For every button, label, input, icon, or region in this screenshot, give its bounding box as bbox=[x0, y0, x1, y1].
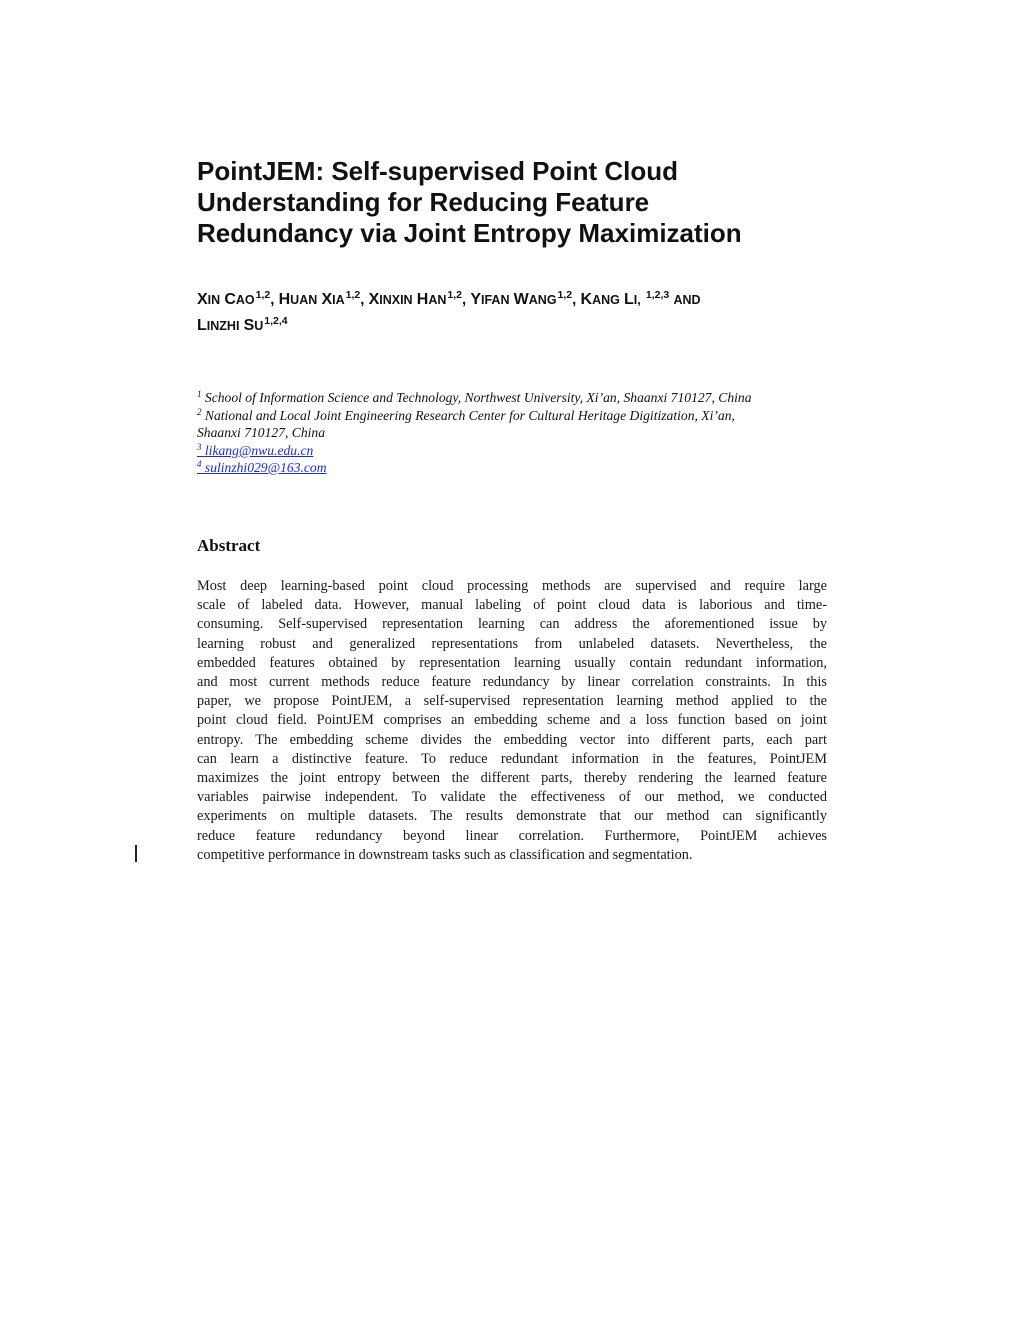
abstract-line: paper, we propose PointJEM, a self-supervised representation learning method applied to the bbox=[197, 693, 827, 710]
email-link[interactable]: $^3$ likang@nwu.edu.cn bbox=[197, 441, 314, 458]
author-name: XIN CAO$^{1,2}$, bbox=[197, 289, 275, 308]
paper-title bbox=[197, 156, 837, 249]
abstract-line: reduce feature redundancy beyond linear correlation. Furthermore, PointJEM achieves bbox=[197, 827, 827, 844]
author-name: YIFAN WANG$^{1,2}$, bbox=[470, 289, 577, 308]
abstract-line: competitive performance in downstream tasks such as classification and segmentation. bbox=[197, 846, 693, 863]
revision-bar bbox=[135, 845, 137, 862]
title-line: Understanding for Reducing Feature bbox=[197, 187, 650, 217]
abstract-line: experiments on multiple datasets. The results demonstrate that our method can significantly bbox=[197, 808, 827, 825]
abstract-line: maximizes the joint entropy between the different parts, thereby rendering the learned feature bbox=[197, 770, 827, 787]
author-line bbox=[197, 313, 837, 339]
title-line: Redundancy via Joint Entropy Maximization bbox=[197, 218, 742, 248]
abstract-heading: Abstract bbox=[197, 536, 261, 555]
author-name: KANG LI, $^{1,2,3}$ bbox=[580, 289, 670, 308]
author-name: LINZHI SU$^{1,2,4}$ bbox=[197, 315, 288, 334]
affiliation-mark: 1,2 bbox=[345, 289, 361, 301]
title-line: PointJEM: Self-supervised Point Cloud bbox=[197, 156, 679, 186]
author-conjunction: AND bbox=[673, 293, 701, 307]
author-line bbox=[197, 287, 837, 313]
author-name: XINXIN HAN$^{1,2}$, bbox=[368, 289, 467, 308]
abstract-line: and most current methods reduce feature redundancy by linear correlation constraints. In this bbox=[197, 674, 827, 691]
abstract-line: consuming. Self-supervised representation learning can address the aforementioned issue by bbox=[197, 616, 827, 633]
affiliation-mark: 1,2,4 bbox=[264, 315, 288, 327]
author-name: HUAN XIA$^{1,2}$, bbox=[278, 289, 365, 308]
abstract-line: point cloud field. PointJEM comprises an embedding scheme and a loss function based on joint bbox=[197, 712, 827, 729]
affiliation-line: Shaanxi 710127, China bbox=[197, 425, 326, 440]
abstract-line: can learn a distinctive feature. To reduce redundant information in the features, PointJEM bbox=[197, 750, 827, 767]
abstract-line: variables pairwise independent. To validate the effectiveness of our method, we conducted bbox=[197, 789, 827, 806]
author-list bbox=[197, 287, 837, 339]
affiliation-line: $^1$ School of Information Science and Technology, Northwest University, Xi’an, Shaanxi 710127, China bbox=[197, 389, 752, 405]
email-link[interactable]: $^4$ sulinzhi029@163.com bbox=[197, 459, 327, 475]
abstract-line: Most deep learning-based point cloud processing methods are supervised and require large bbox=[197, 578, 827, 594]
abstract-line: embedded features obtained by representation learning usually contain redundant information, bbox=[197, 654, 827, 671]
affiliation-mark: 1,2 bbox=[255, 289, 271, 301]
abstract-body bbox=[197, 577, 827, 865]
affiliations-block bbox=[197, 389, 837, 477]
affiliation-mark: 1,2 bbox=[447, 289, 462, 301]
affiliation-mark: 1,2 bbox=[557, 289, 573, 301]
affiliation-line: $^2$ National and Local Joint Engineering Research Center for Cultural Heritage Digitization, Xi’an, bbox=[197, 406, 735, 423]
abstract-line: learning robust and generalized representations from unlabeled datasets. Nevertheless, the bbox=[197, 635, 827, 652]
abstract-line: entropy. The embedding scheme divides the embedding vector into different parts, each part bbox=[197, 731, 827, 748]
abstract-line: scale of labeled data. However, manual labeling of point cloud data is laborious and time- bbox=[197, 597, 827, 614]
affiliation-mark: 1,2,3 bbox=[645, 289, 670, 301]
